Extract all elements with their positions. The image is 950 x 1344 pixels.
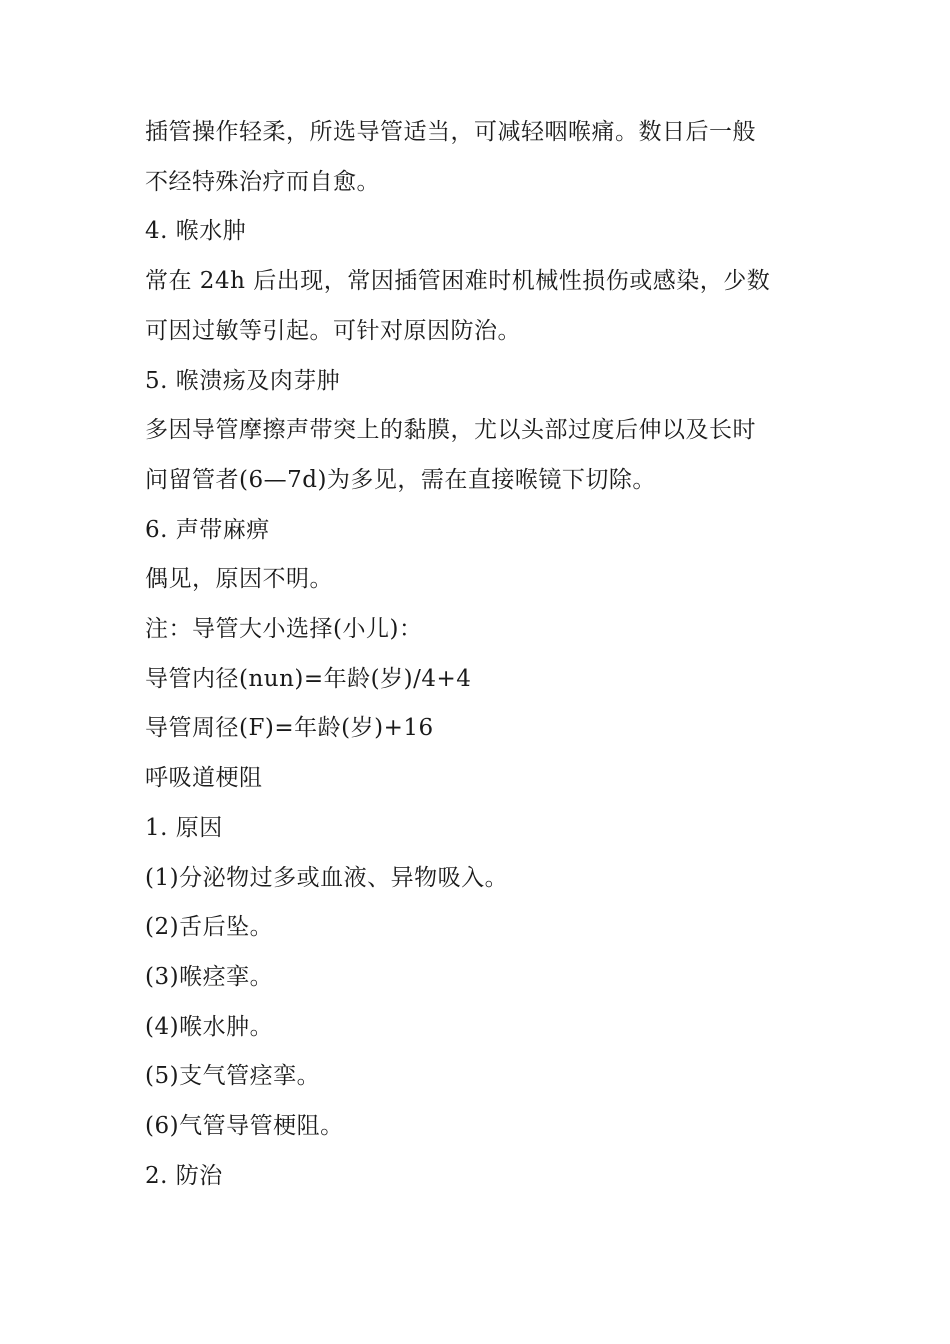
list-item: (4)喉水肿。 — [145, 1013, 274, 1040]
section-heading: 2. 防治 — [145, 1162, 223, 1189]
section-heading: 4. 喉水肿 — [145, 218, 247, 245]
section-title: 呼吸道梗阻 — [145, 765, 263, 792]
paragraph-line: 偶见，原因不明。 — [145, 566, 333, 593]
paragraph-line: 多因导管摩擦声带突上的黏膜，尤以头部过度后伸以及长时 — [145, 417, 756, 444]
formula-line: 导管周径(F)=年龄(岁)+16 — [145, 715, 434, 742]
paragraph-line: 常在 24h 后出现，常因插管困难时机械性损伤或感染，少数 — [145, 268, 771, 295]
section-heading: 5. 喉溃疡及肉芽肿 — [145, 367, 341, 394]
list-item: (5)支气管痉挛。 — [145, 1063, 321, 1090]
list-item: (1)分泌物过多或血液、异物吸入。 — [145, 864, 509, 891]
section-heading: 6. 声带麻痹 — [145, 516, 270, 543]
formula-line: 导管内径(nun)=年龄(岁)/4+4 — [145, 665, 472, 692]
section-heading: 1. 原因 — [145, 814, 223, 841]
paragraph-line: 插管操作轻柔，所选导管适当，可减轻咽喉痛。数日后一般 — [145, 119, 756, 145]
paragraph-line: 问留管者(6—7d)为多见，需在直接喉镜下切除。 — [145, 466, 656, 493]
list-item: (6)气管导管梗阻。 — [145, 1113, 344, 1140]
list-item: (2)舌后坠。 — [145, 914, 274, 941]
paragraph-line: 可因过敏等引起。可针对原因防治。 — [145, 317, 521, 344]
document-body — [145, 108, 815, 1201]
paragraph-line: 不经特殊治疗而自愈。 — [145, 168, 380, 195]
list-item: (3)喉痉挛。 — [145, 963, 274, 990]
note-line: 注：导管大小选择(小儿)： — [145, 616, 423, 643]
